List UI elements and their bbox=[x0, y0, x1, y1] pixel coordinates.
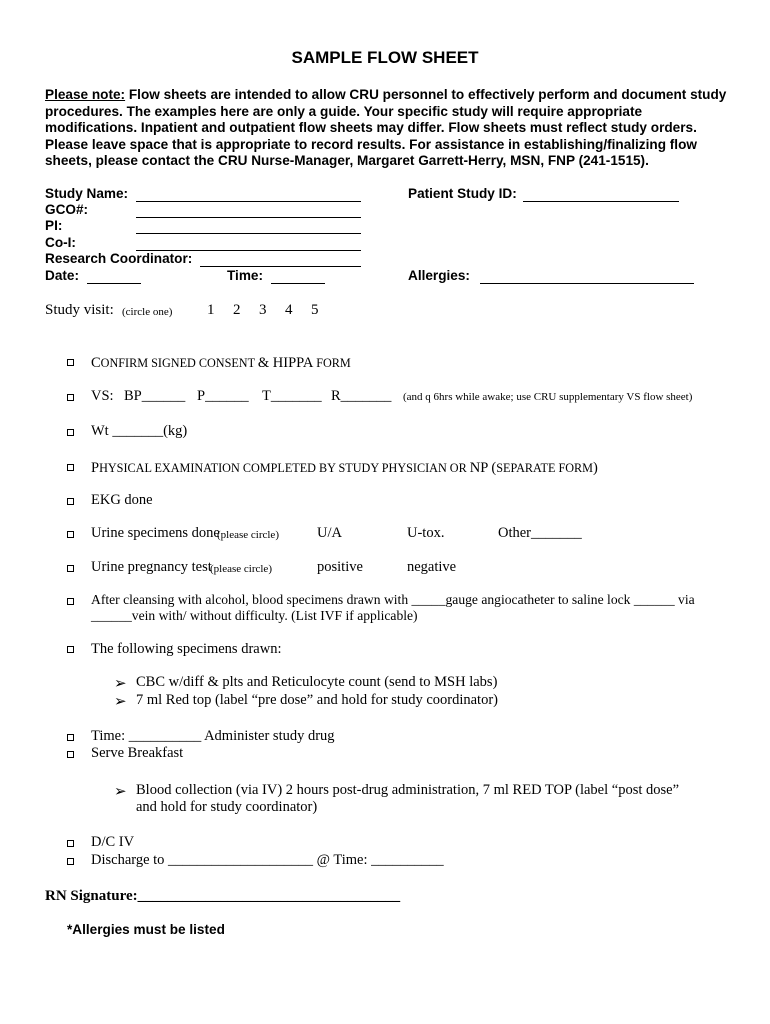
study-name-label: Study Name: bbox=[45, 186, 129, 201]
time-field[interactable] bbox=[271, 283, 325, 284]
pi-field[interactable] bbox=[136, 233, 361, 234]
arrow-bullet-icon: ➢ bbox=[114, 676, 127, 692]
specimens-text: The following specimens drawn: bbox=[91, 641, 282, 657]
consent-text: CONFIRM SIGNED CONSENT & HIPPA FORM bbox=[91, 355, 351, 371]
preg-positive[interactable]: positive bbox=[317, 559, 363, 575]
specimen-red-top: 7 ml Red top (label “pre dose” and hold for study coordinator) bbox=[136, 692, 498, 708]
wt-checkbox[interactable] bbox=[67, 429, 74, 436]
preg-negative[interactable]: negative bbox=[407, 559, 457, 575]
time-drug-text: Time: __________ Administer study drug bbox=[91, 728, 335, 744]
page-title: SAMPLE FLOW SHEET bbox=[291, 48, 479, 67]
blood-checkbox[interactable] bbox=[67, 598, 74, 605]
time-drug-checkbox[interactable] bbox=[67, 734, 74, 741]
pi-label: PI: bbox=[45, 218, 63, 233]
consent-checkbox[interactable] bbox=[67, 359, 74, 366]
post-dose-line-2: and hold for study coordinator) bbox=[136, 799, 318, 815]
specimens-checkbox[interactable] bbox=[67, 646, 74, 653]
gco-field[interactable] bbox=[136, 217, 361, 218]
post-dose-line-1: Blood collection (via IV) 2 hours post-drug administration, 7 ml RED TOP (label “post dose” bbox=[136, 782, 679, 798]
breakfast-checkbox[interactable] bbox=[67, 751, 74, 758]
urine-label: Urine specimens done bbox=[91, 525, 220, 541]
allergies-label: Allergies: bbox=[408, 268, 470, 283]
time-label: Time: bbox=[227, 268, 264, 283]
visit-option-2[interactable]: 2 bbox=[233, 302, 241, 318]
coi-label: Co-I: bbox=[45, 235, 76, 250]
patient-study-id-label: Patient Study ID: bbox=[408, 186, 517, 201]
arrow-bullet-icon: ➢ bbox=[114, 694, 127, 710]
preg-hint: (please circle) bbox=[210, 563, 272, 575]
preg-checkbox[interactable] bbox=[67, 565, 74, 572]
specimen-cbc: CBC w/diff & plts and Reticulocyte count (send to MSH labs) bbox=[136, 674, 498, 690]
dc-iv-checkbox[interactable] bbox=[67, 840, 74, 847]
discharge-checkbox[interactable] bbox=[67, 858, 74, 865]
visit-option-1[interactable]: 1 bbox=[207, 302, 215, 318]
rn-signature[interactable]: RN Signature:___________________________________ bbox=[45, 888, 401, 904]
blood-line-1: After cleansing with alcohol, blood specimens drawn with _____gauge angiocatheter to saline lock ______ via bbox=[91, 592, 695, 607]
urine-hint: (please circle) bbox=[217, 529, 279, 541]
date-label: Date: bbox=[45, 268, 79, 283]
gco-label: GCO#: bbox=[45, 202, 89, 217]
ekg-text: EKG done bbox=[91, 492, 153, 508]
research-coordinator-field[interactable] bbox=[200, 266, 361, 267]
blood-line-2: ______vein with/ without difficulty. (List IVF if applicable) bbox=[91, 608, 418, 623]
study-name-field[interactable] bbox=[136, 201, 361, 202]
wt-text: Wt _______(kg) bbox=[91, 423, 188, 439]
visit-option-3[interactable]: 3 bbox=[259, 302, 267, 318]
dc-iv-text: D/C IV bbox=[91, 834, 135, 850]
preg-label: Urine pregnancy test bbox=[91, 559, 212, 575]
vs-checkbox[interactable] bbox=[67, 394, 74, 401]
patient-study-id-field[interactable] bbox=[523, 201, 679, 202]
urine-checkbox[interactable] bbox=[67, 531, 74, 538]
pe-checkbox[interactable] bbox=[67, 464, 74, 471]
allergies-field[interactable] bbox=[480, 283, 694, 284]
allergies-footnote: *Allergies must be listed bbox=[67, 922, 225, 937]
visit-option-4[interactable]: 4 bbox=[285, 302, 293, 318]
note-text: Flow sheets are intended to allow CRU personnel to effectively perform and document study procedures. The examples here are only a guide. Your specific study will require appropriate modifications. Inpatient and outpatient flow sheets may differ. Flow sheets must reflect study orders. Please leave space that is appropriate to record results. For assistance in establishing/finalizing flow sheets, please contact the CRU Nurse-Manager, Margaret Garrett-Herry, MSN, FNP (241-1515). bbox=[45, 87, 727, 168]
research-coordinator-label: Research Coordinator: bbox=[45, 251, 193, 266]
arrow-bullet-icon: ➢ bbox=[114, 784, 127, 800]
study-visit-label: Study visit: bbox=[45, 302, 114, 318]
note-paragraph bbox=[45, 87, 735, 170]
breakfast-text: Serve Breakfast bbox=[91, 745, 184, 761]
vs-bp: BP______ bbox=[124, 388, 186, 404]
study-visit-hint: (circle one) bbox=[122, 306, 173, 318]
urine-ua[interactable]: U/A bbox=[317, 525, 342, 541]
urine-other[interactable]: Other_______ bbox=[498, 525, 582, 541]
discharge-text: Discharge to ____________________ @ Time: __________ bbox=[91, 852, 444, 868]
ekg-checkbox[interactable] bbox=[67, 498, 74, 505]
vs-r: R_______ bbox=[331, 388, 392, 404]
visit-option-5[interactable]: 5 bbox=[311, 302, 319, 318]
vs-label: VS: bbox=[91, 388, 114, 404]
pe-text: PHYSICAL EXAMINATION COMPLETED BY STUDY PHYSICIAN OR NP (SEPARATE FORM) bbox=[91, 460, 598, 476]
vs-note: (and q 6hrs while awake; use CRU supplementary VS flow sheet) bbox=[403, 391, 693, 403]
note-label: Please note: bbox=[45, 87, 126, 102]
date-field[interactable] bbox=[87, 283, 141, 284]
urine-utox[interactable]: U-tox. bbox=[407, 525, 445, 541]
vs-p: P______ bbox=[197, 388, 249, 404]
vs-t: T_______ bbox=[262, 388, 322, 404]
